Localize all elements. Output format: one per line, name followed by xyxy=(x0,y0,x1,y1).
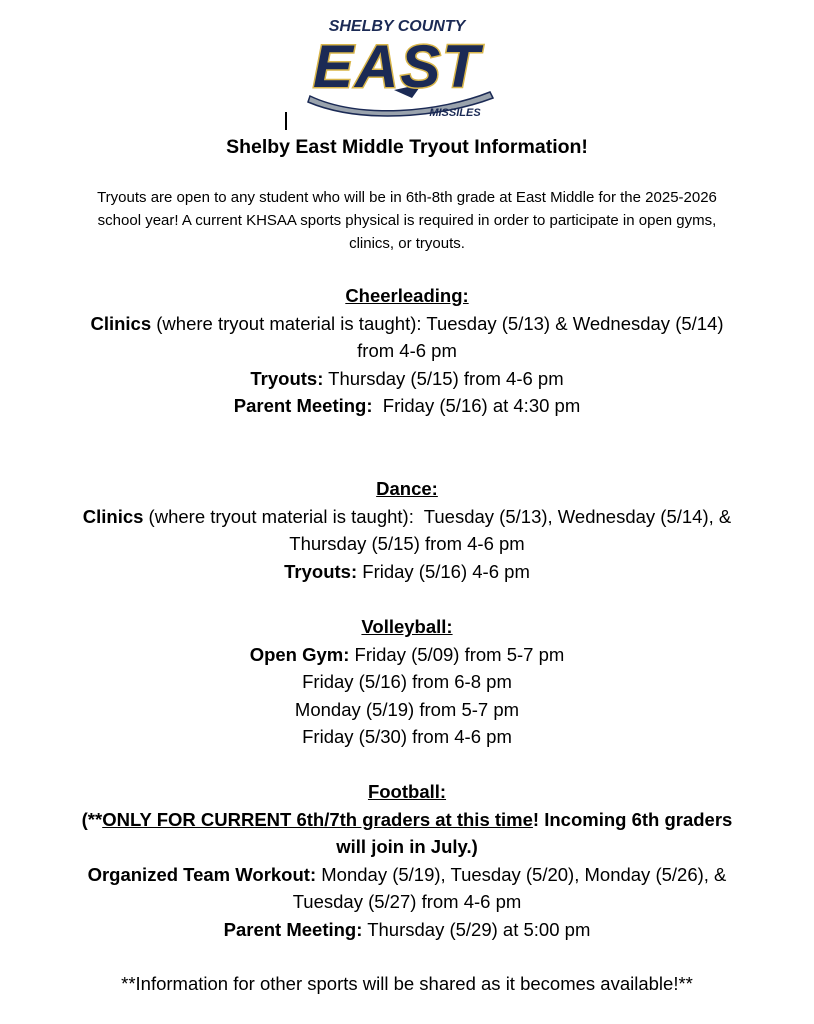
team-workout-text: Monday (5/19), Tuesday (5/20), Monday (5/26), & xyxy=(316,863,727,885)
open-gym-date: Friday (5/16) from 6-8 pm xyxy=(302,671,512,692)
clinics-text-continued: Thursday (5/15) from 4-6 pm xyxy=(289,533,525,554)
intro-line: Tryouts are open to any student who will be in 6th-8th grade at East Middle for the 2025-2026 xyxy=(97,189,717,206)
east-missiles-logo-graphic xyxy=(290,12,524,120)
clinics-text: (where tryout material is taught): Tuesday (5/13), Wednesday (5/14), & xyxy=(143,505,732,527)
dance-heading: Dance: xyxy=(376,478,438,499)
tryouts-label: Tryouts: xyxy=(284,560,358,582)
school-logo xyxy=(290,12,524,120)
intro-line: school year! A current KHSAA sports physical is required in order to participate in open gyms, xyxy=(97,212,717,229)
footer-note: **Information for other sports will be shared as it becomes available!** xyxy=(121,973,693,994)
open-gym-text: Friday (5/09) from 5-7 pm xyxy=(349,643,565,665)
logo-main-text: EAST xyxy=(312,33,482,100)
volleyball-section xyxy=(0,613,814,751)
logo-sub-text: MISSILES xyxy=(429,107,481,119)
parent-meeting-text: Friday (5/16) at 4:30 pm xyxy=(372,395,581,416)
clinics-label: Clinics xyxy=(90,312,152,334)
open-gym-date: Monday (5/19) from 5-7 pm xyxy=(294,698,520,720)
dance-section xyxy=(0,475,814,585)
tryouts-text: Friday (5/16) 4-6 pm xyxy=(357,560,530,582)
parent-meeting-label: Parent Meeting: xyxy=(223,918,363,940)
logo-top-text: SHELBY COUNTY xyxy=(328,18,466,35)
football-note-prefix: (** xyxy=(81,808,103,830)
parent-meeting-text: Thursday (5/29) at 5:00 pm xyxy=(362,918,591,940)
volleyball-heading: Volleyball: xyxy=(361,616,453,637)
football-note-suffix: ! Incoming 6th graders xyxy=(532,808,733,830)
clinics-text: (where tryout material is taught): Tuesday (5/13) & Wednesday (5/14) xyxy=(151,312,724,334)
open-gym-label: Open Gym: xyxy=(249,643,350,665)
intro-paragraph xyxy=(0,186,814,255)
team-workout-label: Organized Team Workout: xyxy=(87,863,317,885)
clinics-label: Clinics xyxy=(82,505,144,527)
parent-meeting-label: Parent Meeting: xyxy=(233,395,373,416)
intro-line: clinics, or tryouts. xyxy=(349,235,465,252)
football-heading: Football: xyxy=(367,781,447,802)
page-title: Shelby East Middle Tryout Information! xyxy=(226,136,588,158)
open-gym-date: Friday (5/30) from 4-6 pm xyxy=(302,726,512,747)
cheerleading-section xyxy=(0,282,814,420)
football-note-line2: will join in July.) xyxy=(336,836,478,857)
football-section xyxy=(0,778,814,943)
tryouts-label: Tryouts: xyxy=(250,367,324,389)
cheerleading-heading: Cheerleading: xyxy=(345,285,469,306)
tryouts-text: Thursday (5/15) from 4-6 pm xyxy=(323,367,564,389)
text-cursor xyxy=(285,112,287,130)
clinics-text-continued: from 4-6 pm xyxy=(357,340,457,361)
team-workout-text-continued: Tuesday (5/27) from 4-6 pm xyxy=(292,891,522,912)
football-note-underlined: ONLY FOR CURRENT 6th/7th graders at this time xyxy=(102,808,533,830)
